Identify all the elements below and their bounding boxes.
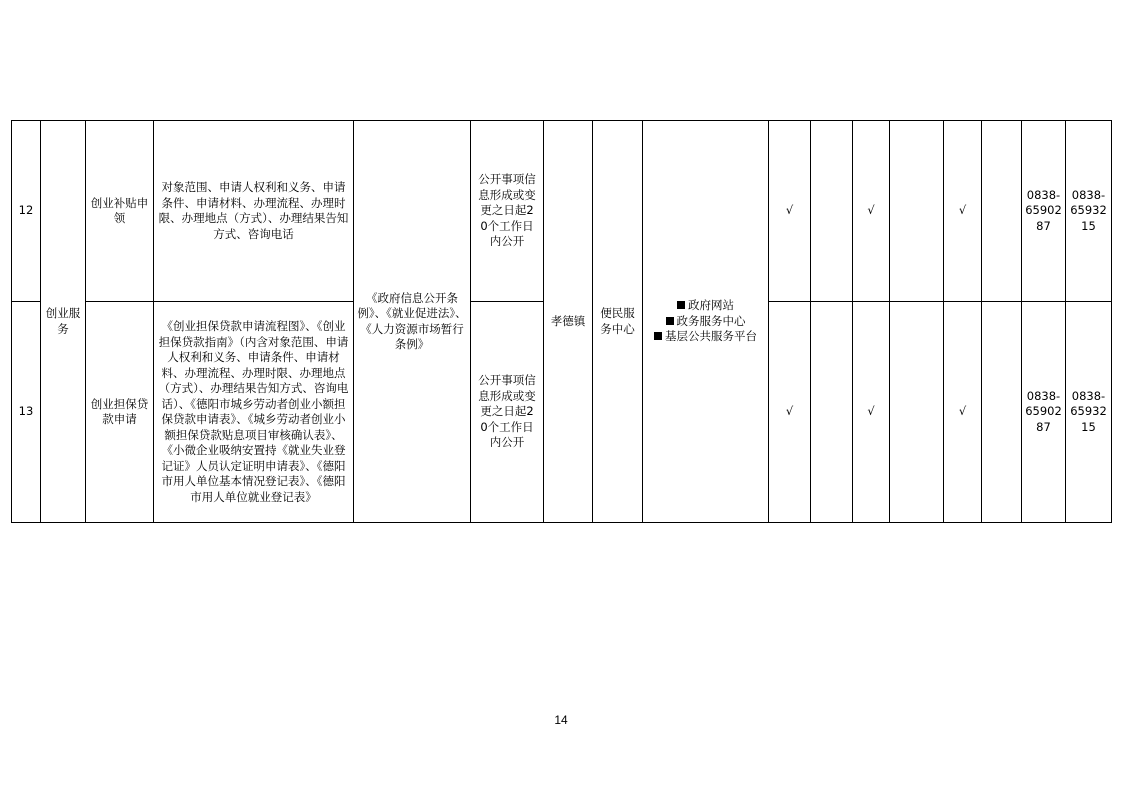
check-cell bbox=[853, 121, 890, 302]
check-cell bbox=[769, 121, 811, 302]
channels-cell bbox=[643, 121, 769, 523]
check-icon: √ bbox=[785, 404, 794, 419]
phone-number: 0838-6593215 bbox=[1066, 121, 1112, 302]
square-bullet-icon bbox=[654, 332, 662, 340]
row-number: 12 bbox=[12, 121, 41, 302]
disclosure-table bbox=[11, 120, 1112, 523]
row-number: 13 bbox=[12, 302, 41, 523]
check-cell bbox=[944, 302, 982, 523]
phone-number: 0838-6593215 bbox=[1066, 302, 1112, 523]
timeline-cell bbox=[471, 121, 544, 523]
empty-cell bbox=[811, 302, 853, 523]
square-bullet-icon bbox=[666, 317, 674, 325]
legal-basis: 《政府信息公开条例》、《就业促进法》、《人力资源市场暂行条例》 bbox=[354, 121, 471, 523]
item-name: 创业担保贷款申请 bbox=[86, 302, 154, 523]
timeline-text: 公开事项信息形成或变更之日起20个工作日内公开 bbox=[471, 121, 543, 302]
item-content: 对象范围、申请人权利和义务、申请条件、申请材料、办理流程、办理时限、办理地点（方式）、办理结果告知方式、咨询电话 bbox=[154, 121, 354, 302]
table-row bbox=[12, 121, 1112, 302]
item-content: 《创业担保贷款申请流程图》、《创业担保贷款指南》（内含对象范围、申请人权利和义务、申请条件、申请材料、办理流程、办理时限、办理地点（方式）、办理结果告知方式、咨询电话）、《德阳市城乡劳动者创业小额担保贷款申请表》、《城乡劳动者创业小额担保贷款贴息项目审核确认表》、《小微企业吸纳安置持《就业失业登记证》人员认定证明申请表》、《德阳市用人单位基本情况登记表》、《德阳市用人单位就业登记表》 bbox=[154, 302, 354, 523]
category-cell: 创业服务 bbox=[41, 121, 86, 523]
channel-item bbox=[646, 329, 765, 345]
check-cell bbox=[853, 302, 890, 523]
empty-cell bbox=[890, 121, 944, 302]
empty-cell bbox=[811, 121, 853, 302]
empty-cell bbox=[982, 302, 1022, 523]
item-name: 创业补贴申领 bbox=[86, 121, 154, 302]
check-icon: √ bbox=[958, 404, 967, 419]
office-cell: 便民服务中心 bbox=[593, 121, 643, 523]
empty-cell bbox=[890, 302, 944, 523]
check-cell bbox=[944, 121, 982, 302]
channel-label: 政府网站 bbox=[688, 298, 734, 313]
square-bullet-icon bbox=[677, 301, 685, 309]
subject-cell: 孝德镇 bbox=[544, 121, 593, 523]
check-icon: √ bbox=[958, 203, 967, 218]
check-icon: √ bbox=[785, 203, 794, 218]
channel-item bbox=[646, 314, 765, 330]
empty-cell bbox=[982, 121, 1022, 302]
channel-label: 基层公共服务平台 bbox=[665, 329, 757, 344]
phone-number: 0838-6590287 bbox=[1022, 121, 1066, 302]
check-cell bbox=[769, 302, 811, 523]
timeline-text: 公开事项信息形成或变更之日起20个工作日内公开 bbox=[478, 373, 536, 450]
channel-label: 政务服务中心 bbox=[676, 313, 746, 328]
phone-number: 0838-6590287 bbox=[1022, 302, 1066, 523]
check-icon: √ bbox=[867, 203, 875, 218]
channel-item bbox=[646, 298, 765, 314]
page-number: 14 bbox=[554, 713, 568, 727]
check-icon: √ bbox=[867, 404, 875, 419]
